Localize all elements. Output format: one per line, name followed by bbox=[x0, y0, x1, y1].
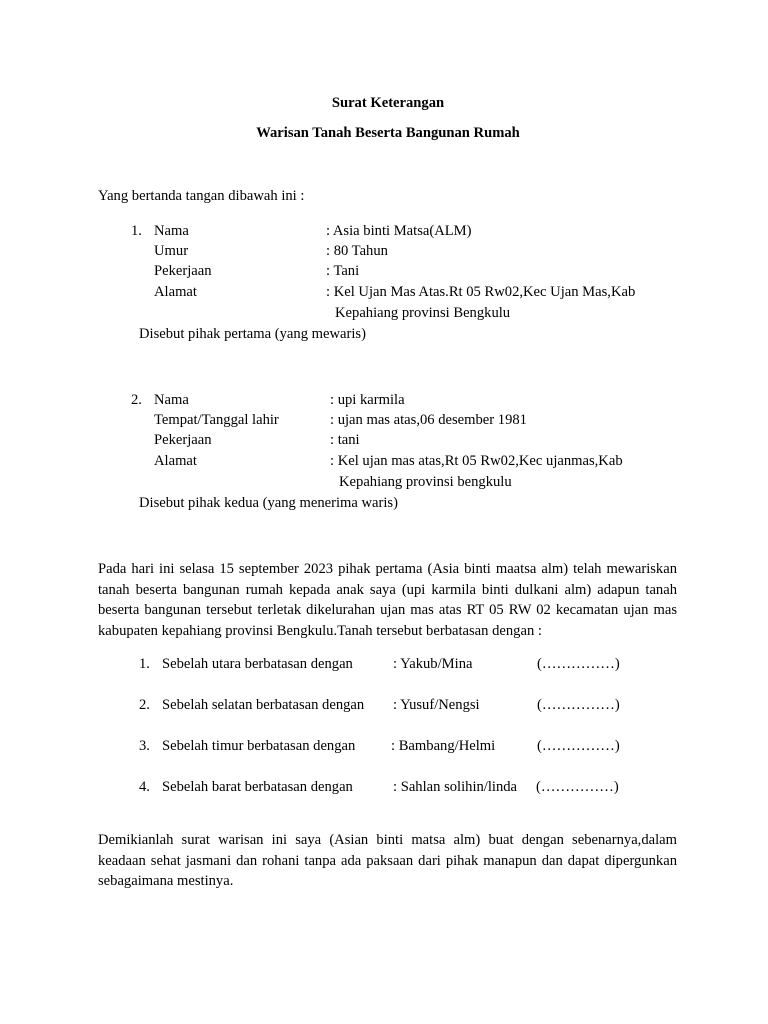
field-value: : 80 Tahun bbox=[326, 243, 388, 259]
signature-placeholder: (……………) bbox=[537, 697, 620, 713]
document-title: Surat Keterangan bbox=[331, 95, 445, 111]
field-label: Umur bbox=[154, 243, 189, 259]
list-number: 2. bbox=[131, 392, 142, 408]
party-role: Disebut pihak pertama (yang mewaris) bbox=[139, 326, 366, 342]
address-continuation: Kepahiang provinsi Bengkulu bbox=[335, 305, 511, 321]
field-label: Pekerjaan bbox=[154, 263, 212, 279]
border-value: : Bambang/Helmi bbox=[391, 738, 496, 754]
party-role: Disebut pihak kedua (yang menerima waris) bbox=[139, 495, 398, 511]
field-label: Nama bbox=[154, 223, 189, 239]
field-label: Pekerjaan bbox=[154, 432, 212, 448]
address-continuation: Kepahiang provinsi bengkulu bbox=[339, 474, 512, 490]
list-number: 3. bbox=[139, 738, 150, 754]
field-value: : Tani bbox=[326, 263, 360, 279]
border-label: Sebelah selatan berbatasan dengan bbox=[162, 697, 365, 713]
border-label: Sebelah barat berbatasan dengan bbox=[162, 779, 353, 795]
border-label: Sebelah utara berbatasan dengan bbox=[162, 656, 353, 672]
paragraph-closing: Demikianlah surat warisan ini saya (Asian binti matsa alm) buat dengan sebenarnya,dalam keadaan sehat jasmani dan rohani tanpa ada paksaan dari pihak manapun dan dapat dipergunkan sebagaimana mestinya. bbox=[98, 832, 677, 890]
list-number: 2. bbox=[139, 697, 150, 713]
field-value: : Asia binti Matsa(ALM) bbox=[326, 223, 472, 239]
signature-placeholder: (……………) bbox=[537, 738, 620, 754]
border-value: : Sahlan solihin/linda bbox=[393, 779, 518, 795]
field-value: : Kel ujan mas atas,Rt 05 Rw02,Kec ujanmas,Kab bbox=[330, 453, 623, 469]
field-value: : upi karmila bbox=[330, 392, 405, 408]
field-value: : tani bbox=[330, 432, 360, 448]
list-number: 1. bbox=[131, 223, 142, 239]
signature-placeholder: (……………) bbox=[536, 779, 619, 795]
signature-placeholder: (……………) bbox=[537, 656, 620, 672]
list-number: 1. bbox=[139, 656, 150, 672]
field-value: : Kel Ujan Mas Atas.Rt 05 Rw02,Kec Ujan Mas,Kab bbox=[326, 284, 636, 300]
paragraph-inheritance: Pada hari ini selasa 15 september 2023 pihak pertama (Asia binti maatsa alm) telah mewariskan tanah beserta bangunan rumah kepada anak saya (upi karmila binti dulkani alm) adapun tanah beserta bangunan tersebut terletak dikelurahan ujan mas atas RT 05 RW 02 kecamatan ujan mas kabupaten kepahiang provinsi Bengkulu.Tanah tersebut berbatasan dengan : bbox=[98, 561, 677, 640]
list-number: 4. bbox=[139, 779, 150, 795]
border-value: : Yusuf/Nengsi bbox=[393, 697, 480, 713]
border-value: : Yakub/Mina bbox=[393, 656, 473, 672]
field-label: Alamat bbox=[154, 284, 197, 300]
document-subtitle: Warisan Tanah Beserta Bangunan Rumah bbox=[256, 125, 520, 141]
field-value: : ujan mas atas,06 desember 1981 bbox=[330, 412, 527, 428]
border-label: Sebelah timur berbatasan dengan bbox=[162, 738, 356, 754]
intro-text: Yang bertanda tangan dibawah ini : bbox=[98, 188, 305, 204]
field-label: Nama bbox=[154, 392, 189, 408]
field-label: Alamat bbox=[154, 453, 197, 469]
field-label: Tempat/Tanggal lahir bbox=[154, 412, 279, 428]
